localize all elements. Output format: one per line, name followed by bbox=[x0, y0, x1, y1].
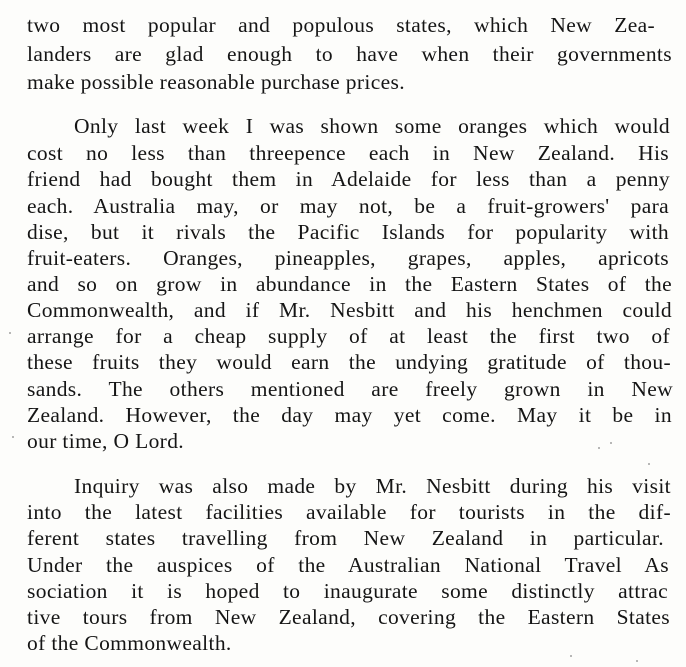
scan-speck bbox=[9, 332, 11, 334]
text-line: these fruits they would earn the undying gratitude of thou- bbox=[27, 350, 672, 374]
text-line: fruit-eaters. Oranges, pineapples, grapes, apples, apricots bbox=[27, 246, 669, 270]
text-line: of the Commonwealth. bbox=[27, 631, 232, 655]
scan-speck bbox=[610, 442, 612, 444]
text-line: cost no less than threepence each in New Zealand. His bbox=[27, 141, 670, 165]
text-line: make possible reasonable purchase prices. bbox=[27, 70, 405, 94]
text-line: sands. The others mentioned are freely grown in New bbox=[27, 377, 674, 401]
scan-speck bbox=[570, 655, 572, 657]
text-line: each. Australia may, or may not, be a fruit-growers' para bbox=[27, 194, 670, 218]
scan-speck bbox=[12, 436, 14, 438]
text-line: Zealand. However, the day may yet come. May it be in bbox=[27, 403, 672, 427]
scan-speck bbox=[648, 463, 650, 465]
text-line: Inquiry was also made by Mr. Nesbitt during his visit bbox=[74, 474, 671, 498]
text-line: sociation it is hoped to inaugurate some distinctly attrac bbox=[27, 579, 668, 603]
text-line: ferent states travelling from New Zealand in particular. bbox=[27, 526, 664, 550]
text-line: arrange for a cheap supply of at least the first two of bbox=[27, 324, 671, 348]
text-line: tive tours from New Zealand, covering the Eastern States bbox=[27, 605, 671, 629]
text-line: two most popular and populous states, which New Zea- bbox=[27, 13, 655, 37]
text-line: into the latest facilities available for tourists in the dif- bbox=[27, 500, 671, 524]
text-line: dise, but it rivals the Pacific Islands for popularity with bbox=[27, 220, 669, 244]
scan-speck bbox=[636, 660, 638, 662]
text-line: our time, O Lord. bbox=[27, 429, 185, 453]
scan-speck bbox=[598, 447, 600, 449]
text-line: Commonwealth, and if Mr. Nesbitt and his henchmen could bbox=[27, 298, 673, 322]
text-line: landers are glad enough to have when their governments bbox=[27, 42, 672, 66]
text-line: friend had bought them in Adelaide for less than a penny bbox=[27, 167, 671, 191]
text-line: Only last week I was shown some oranges which would bbox=[74, 114, 671, 138]
text-line: Under the auspices of the Australian National Travel As bbox=[27, 553, 669, 577]
text-line: and so on grow in abundance in the Eastern States of the bbox=[27, 272, 673, 296]
